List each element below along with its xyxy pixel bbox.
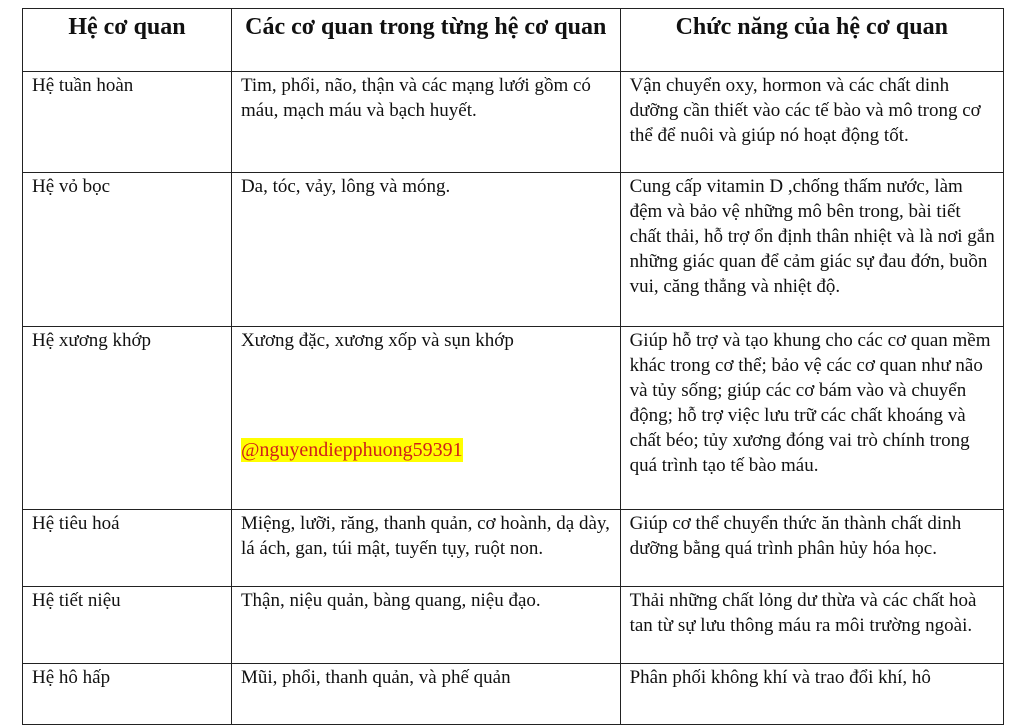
- function-cell: [620, 173, 1003, 327]
- function-cell: [620, 72, 1003, 173]
- organs-text: Thận, niệu quản, bàng quang, niệu đạo.: [240, 590, 541, 611]
- system-cell: [23, 510, 232, 587]
- system-name: Hệ hô hấp: [32, 667, 111, 688]
- function-text: Thải những chất lỏng dư thừa và các chất hoà tan từ sự lưu thông máu ra môi trường ngoài.: [629, 590, 977, 636]
- organs-text: Miệng, lưỡi, răng, thanh quản, cơ hoành, dạ dày, lá ách, gan, túi mật, tuyến tụy, ruột non.: [240, 513, 610, 559]
- table-header-row: [23, 9, 1004, 72]
- watermark-username: @nguyendiepphuong59391: [240, 439, 463, 461]
- system-name: Hệ tiêu hoá: [32, 513, 120, 534]
- table-row: [23, 664, 1004, 725]
- table-row: [23, 510, 1004, 587]
- organs-text: Mũi, phổi, thanh quản, và phế quản: [240, 667, 511, 688]
- system-name: Hệ vỏ bọc: [32, 176, 111, 197]
- organs-text: Da, tóc, vảy, lông và móng.: [240, 176, 451, 197]
- system-cell: [23, 664, 232, 725]
- header-organs: Các cơ quan trong từng hệ cơ quan: [231, 9, 620, 72]
- organs-cell: [231, 72, 620, 173]
- system-name: Hệ tuần hoàn: [32, 75, 134, 96]
- system-name: Hệ tiết niệu: [32, 590, 121, 611]
- table-row: [23, 327, 1004, 510]
- table-row: [23, 173, 1004, 327]
- function-text: Vận chuyển oxy, hormon và các chất dinh dưỡng cần thiết vào các tế bào và mô trong cơ thể để nuôi và giúp nó hoạt động tốt.: [629, 75, 981, 146]
- function-cell: [620, 510, 1003, 587]
- function-text: Giúp hỗ trợ và tạo khung cho các cơ quan mềm khác trong cơ thể; bảo vệ các cơ quan như não và tủy sống; giúp các cơ bám vào và chuyển động; hỗ trợ việc lưu trữ các chất khoáng và chất béo; tủy xương đóng vai trò chính trong quá trình tạo tế bào máu.: [629, 330, 991, 476]
- function-cell: [620, 664, 1003, 725]
- header-system: Hệ cơ quan: [23, 9, 232, 72]
- organs-cell: [231, 510, 620, 587]
- organs-cell: [231, 664, 620, 725]
- organ-systems-table: [22, 8, 1004, 725]
- system-cell: [23, 72, 232, 173]
- function-text: Giúp cơ thể chuyển thức ăn thành chất dinh dưỡng bằng quá trình phân hủy hóa học.: [629, 513, 962, 559]
- system-name: Hệ xương khớp: [32, 330, 152, 351]
- system-cell: [23, 173, 232, 327]
- function-text: Phân phối không khí và trao đổi khí, hô: [629, 667, 931, 688]
- table-row: [23, 587, 1004, 664]
- organs-cell: [231, 587, 620, 664]
- system-cell: [23, 327, 232, 510]
- organs-text: Tim, phổi, não, thận và các mạng lưới gồm có máu, mạch máu và bạch huyết.: [240, 75, 591, 121]
- organs-text: Xương đặc, xương xốp và sụn khớp: [240, 330, 514, 351]
- table-row: [23, 72, 1004, 173]
- function-cell: [620, 327, 1003, 510]
- organs-cell: [231, 327, 620, 510]
- organs-cell: [231, 173, 620, 327]
- function-text: Cung cấp vitamin D ,chống thấm nước, làm đệm và bảo vệ những mô bên trong, bài tiết chất thải, hỗ trợ ổn định thân nhiệt và là nơi gắn những giác quan để cảm giác sự đau đớn, buồn vui, căng thẳng và nhiệt độ.: [629, 176, 995, 297]
- system-cell: [23, 587, 232, 664]
- header-function: Chức năng của hệ cơ quan: [620, 9, 1003, 72]
- function-cell: [620, 587, 1003, 664]
